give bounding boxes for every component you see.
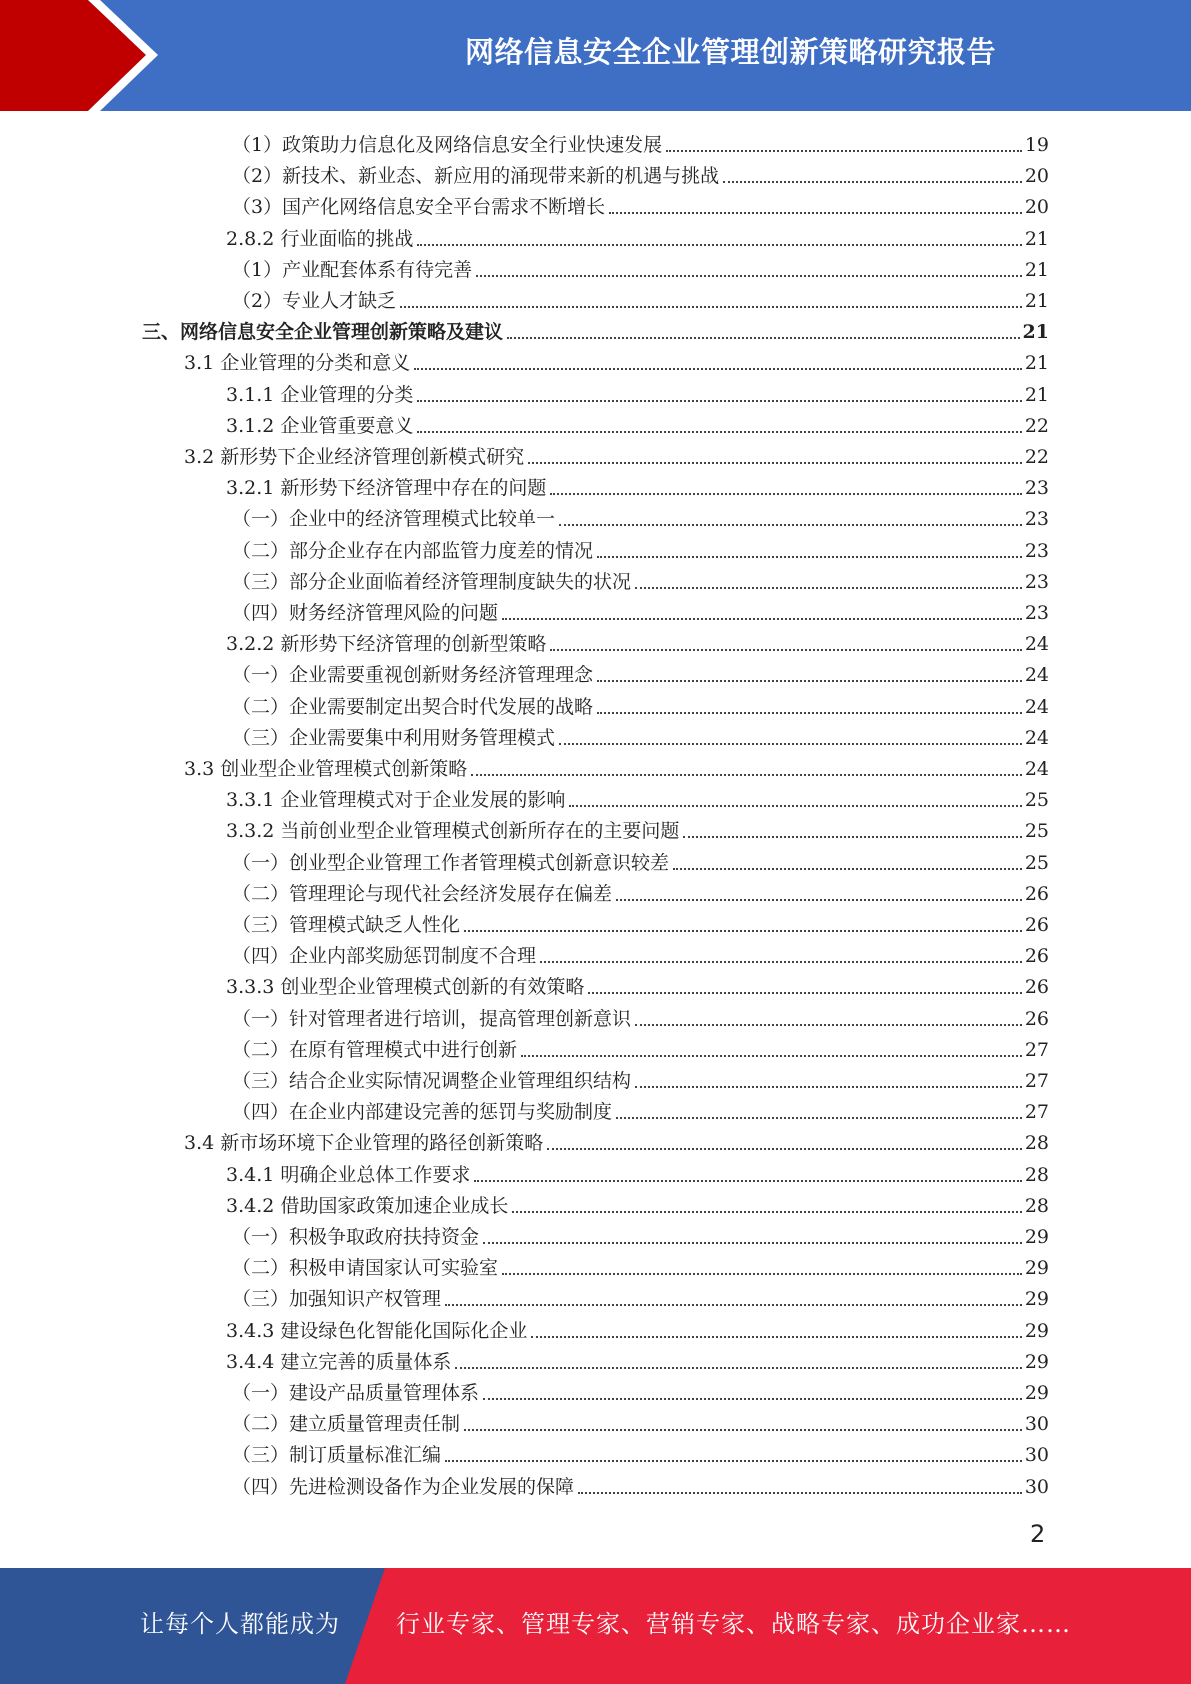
toc-entry-page: 22 bbox=[1024, 415, 1049, 437]
toc-dot-leader bbox=[635, 1086, 1022, 1088]
toc-dot-leader bbox=[483, 1398, 1022, 1400]
toc-dot-leader bbox=[476, 275, 1022, 277]
toc-dot-leader bbox=[471, 774, 1022, 776]
toc-entry[interactable] bbox=[226, 782, 1049, 813]
toc-entry-page: 29 bbox=[1024, 1320, 1049, 1342]
toc-entry-title: （一）企业需要重视创新财务经济管理理念 bbox=[232, 664, 594, 686]
toc-entry[interactable] bbox=[184, 751, 1049, 782]
toc-entry[interactable] bbox=[232, 720, 1049, 751]
toc-entry[interactable] bbox=[232, 689, 1049, 720]
toc-dot-leader bbox=[455, 1367, 1021, 1369]
page-footer bbox=[0, 1568, 1191, 1684]
toc-entry[interactable] bbox=[232, 1032, 1049, 1063]
toc-entry-page: 24 bbox=[1024, 727, 1049, 749]
toc-dot-leader bbox=[417, 400, 1021, 402]
toc-dot-leader bbox=[666, 150, 1022, 152]
toc-entry[interactable] bbox=[226, 1344, 1049, 1375]
toc-dot-leader bbox=[531, 1336, 1021, 1338]
toc-dot-leader bbox=[540, 961, 1022, 963]
toc-entry[interactable] bbox=[232, 564, 1049, 595]
toc-entry-page: 25 bbox=[1024, 852, 1049, 874]
toc-entry[interactable] bbox=[232, 657, 1049, 688]
toc-entry-page: 23 bbox=[1024, 540, 1049, 562]
toc-entry-page: 23 bbox=[1024, 477, 1049, 499]
toc-entry-title: 三、网络信息安全企业管理创新策略及建议 bbox=[142, 321, 504, 343]
toc-entry[interactable] bbox=[226, 626, 1049, 657]
toc-entry[interactable] bbox=[226, 969, 1049, 1000]
toc-entry-page: 19 bbox=[1024, 134, 1049, 156]
toc-entry[interactable] bbox=[232, 907, 1049, 938]
toc-entry-page: 26 bbox=[1024, 914, 1049, 936]
toc-entry-page: 28 bbox=[1024, 1132, 1049, 1154]
toc-entry-title: 3.1.1 企业管理的分类 bbox=[226, 384, 414, 406]
toc-entry-title: （三）结合企业实际情况调整企业管理组织结构 bbox=[232, 1070, 632, 1092]
toc-entry[interactable] bbox=[226, 221, 1049, 252]
toc-entry[interactable] bbox=[142, 314, 1049, 345]
toc-dot-leader bbox=[417, 431, 1021, 433]
toc-entry-title: （四）财务经济管理风险的问题 bbox=[232, 602, 499, 624]
toc-entry-title: （2）专业人才缺乏 bbox=[232, 290, 397, 312]
toc-dot-leader bbox=[502, 1273, 1022, 1275]
toc-entry[interactable] bbox=[232, 283, 1049, 314]
toc-dot-leader bbox=[635, 587, 1022, 589]
toc-entry-title: （二）部分企业存在内部监管力度差的情况 bbox=[232, 540, 594, 562]
toc-entry-title: 3.1 企业管理的分类和意义 bbox=[184, 352, 411, 374]
toc-entry-title: 3.3.1 企业管理模式对于企业发展的影响 bbox=[226, 789, 566, 811]
toc-entry-title: 3.2 新形势下企业经济管理创新模式研究 bbox=[184, 446, 525, 468]
toc-dot-leader bbox=[683, 836, 1021, 838]
toc-entry-page: 23 bbox=[1024, 508, 1049, 530]
toc-entry[interactable] bbox=[226, 1188, 1049, 1219]
toc-entry-page: 23 bbox=[1024, 571, 1049, 593]
toc-entry[interactable] bbox=[232, 501, 1049, 532]
toc-entry-title: （三）管理模式缺乏人性化 bbox=[232, 914, 461, 936]
toc-entry-title: 3.4.2 借助国家政策加速企业成长 bbox=[226, 1195, 509, 1217]
toc-dot-leader bbox=[528, 462, 1022, 464]
footer-slogan-right: 行业专家、管理专家、营销专家、战略专家、成功企业家…… bbox=[396, 1610, 1071, 1638]
toc-entry-title: （3）国产化网络信息安全平台需求不断增长 bbox=[232, 196, 606, 218]
toc-entry-title: 3.2.1 新形势下经济管理中存在的问题 bbox=[226, 477, 547, 499]
toc-dot-leader bbox=[400, 306, 1022, 308]
toc-entry[interactable] bbox=[232, 1250, 1049, 1281]
toc-entry-page: 29 bbox=[1024, 1351, 1049, 1373]
toc-entry-page: 30 bbox=[1024, 1413, 1049, 1435]
toc-entry-title: （二）在原有管理模式中进行创新 bbox=[232, 1039, 518, 1061]
toc-entry-page: 29 bbox=[1024, 1288, 1049, 1310]
toc-entry[interactable] bbox=[226, 1313, 1049, 1344]
toc-entry-title: （四）在企业内部建设完善的惩罚与奖励制度 bbox=[232, 1101, 613, 1123]
toc-entry[interactable] bbox=[232, 1437, 1049, 1468]
toc-entry-page: 25 bbox=[1024, 820, 1049, 842]
toc-dot-leader bbox=[559, 524, 1022, 526]
toc-entry-page: 24 bbox=[1024, 696, 1049, 718]
toc-dot-leader bbox=[616, 899, 1022, 901]
toc-entry-page: 29 bbox=[1024, 1226, 1049, 1248]
toc-entry-title: 3.3.3 创业型企业管理模式创新的有效策略 bbox=[226, 976, 585, 998]
toc-entry-page: 24 bbox=[1024, 664, 1049, 686]
toc-entry-title: 3.2.2 新形势下经济管理的创新型策略 bbox=[226, 633, 547, 655]
toc-entry[interactable] bbox=[184, 345, 1049, 376]
toc-entry[interactable] bbox=[232, 1375, 1049, 1406]
toc-entry-page: 21 bbox=[1024, 228, 1049, 250]
toc-dot-leader bbox=[483, 1242, 1022, 1244]
toc-dot-leader bbox=[597, 712, 1022, 714]
toc-dot-leader bbox=[559, 743, 1022, 745]
toc-dot-leader bbox=[464, 930, 1022, 932]
toc-dot-leader bbox=[616, 1117, 1022, 1119]
toc-dot-leader bbox=[597, 556, 1022, 558]
toc-entry-page: 24 bbox=[1024, 633, 1049, 655]
toc-dot-leader bbox=[502, 618, 1022, 620]
toc-entry[interactable] bbox=[232, 533, 1049, 564]
red-chevron-shape bbox=[0, 0, 146, 111]
toc-entry-title: 2.8.2 行业面临的挑战 bbox=[226, 228, 414, 250]
toc-entry-page: 21 bbox=[1024, 259, 1049, 281]
toc-dot-leader bbox=[597, 680, 1022, 682]
footer-slogan-left: 让每个人都能成为 bbox=[140, 1610, 340, 1638]
toc-entry-page: 28 bbox=[1024, 1164, 1049, 1186]
toc-entry-page: 26 bbox=[1024, 976, 1049, 998]
toc-dot-leader bbox=[550, 493, 1021, 495]
toc-entry[interactable] bbox=[232, 189, 1049, 220]
toc-entry-title: 3.1.2 企业管重要意义 bbox=[226, 415, 414, 437]
document-title: 网络信息安全企业管理创新策略研究报告 bbox=[464, 34, 996, 69]
toc-entry[interactable] bbox=[226, 813, 1049, 844]
toc-dot-leader bbox=[635, 1024, 1022, 1026]
toc-dot-leader bbox=[414, 368, 1022, 370]
toc-entry-title: （二）企业需要制定出契合时代发展的战略 bbox=[232, 696, 594, 718]
toc-entry-page: 21 bbox=[1024, 352, 1049, 374]
toc-entry[interactable] bbox=[232, 1406, 1049, 1437]
toc-dot-leader bbox=[588, 992, 1021, 994]
toc-entry-title: 3.4 新市场环境下企业管理的路径创新策略 bbox=[184, 1132, 544, 1154]
toc-dot-leader bbox=[609, 212, 1022, 214]
toc-dot-leader bbox=[464, 1429, 1022, 1431]
toc-entry-page: 21 bbox=[1024, 384, 1049, 406]
toc-entry[interactable] bbox=[232, 1063, 1049, 1094]
toc-entry[interactable] bbox=[232, 1281, 1049, 1312]
toc-entry-page: 22 bbox=[1024, 446, 1049, 468]
toc-entry[interactable] bbox=[226, 377, 1049, 408]
toc-dot-leader bbox=[550, 649, 1021, 651]
toc-entry-title: 3.4.1 明确企业总体工作要求 bbox=[226, 1164, 471, 1186]
toc-entry-title: （四）先进检测设备作为企业发展的保障 bbox=[232, 1476, 575, 1498]
toc-entry-page: 26 bbox=[1024, 883, 1049, 905]
toc-dot-leader bbox=[507, 337, 1020, 339]
toc-entry[interactable] bbox=[232, 252, 1049, 283]
toc-dot-leader bbox=[445, 1460, 1022, 1462]
toc-entry-title: （一）建设产品质量管理体系 bbox=[232, 1382, 480, 1404]
toc-entry-title: （三）企业需要集中利用财务管理模式 bbox=[232, 727, 556, 749]
toc-entry[interactable] bbox=[184, 439, 1049, 470]
toc-entry-title: （三）制订质量标准汇编 bbox=[232, 1444, 442, 1466]
toc-entry-title: （2）新技术、新业态、新应用的涌现带来新的机遇与挑战 bbox=[232, 165, 720, 187]
toc-entry-page: 20 bbox=[1024, 196, 1049, 218]
toc-entry-title: （1）产业配套体系有待完善 bbox=[232, 259, 473, 281]
toc-entry-title: 3.4.4 建立完善的质量体系 bbox=[226, 1351, 452, 1373]
toc-entry[interactable] bbox=[232, 938, 1049, 969]
toc-dot-leader bbox=[578, 1492, 1022, 1494]
toc-dot-leader bbox=[673, 868, 1022, 870]
toc-entry[interactable] bbox=[232, 158, 1049, 189]
toc-dot-leader bbox=[723, 181, 1022, 183]
toc-entry[interactable] bbox=[232, 595, 1049, 626]
page-header bbox=[0, 0, 1191, 111]
toc-dot-leader bbox=[569, 805, 1021, 807]
toc-entry-title: 3.3.2 当前创业型企业管理模式创新所存在的主要问题 bbox=[226, 820, 680, 842]
toc-entry-page: 25 bbox=[1024, 789, 1049, 811]
toc-entry-page: 21 bbox=[1024, 290, 1049, 312]
toc-entry-page: 23 bbox=[1024, 602, 1049, 624]
toc-entry[interactable] bbox=[226, 470, 1049, 501]
toc-entry-title: （三）加强知识产权管理 bbox=[232, 1288, 442, 1310]
toc-entry-title: （二）管理理论与现代社会经济发展存在偏差 bbox=[232, 883, 613, 905]
toc-entry[interactable] bbox=[232, 1001, 1049, 1032]
toc-entry-title: 3.4.3 建设绿色化智能化国际化企业 bbox=[226, 1320, 528, 1342]
toc-entry[interactable] bbox=[232, 876, 1049, 907]
toc-entry-title: （二）建立质量管理责任制 bbox=[232, 1413, 461, 1435]
toc-entry-title: （1）政策助力信息化及网络信息安全行业快速发展 bbox=[232, 134, 663, 156]
toc-dot-leader bbox=[521, 1055, 1022, 1057]
toc-entry-page: 27 bbox=[1024, 1101, 1049, 1123]
toc-entry-page: 20 bbox=[1024, 165, 1049, 187]
toc-entry-title: （二）积极申请国家认可实验室 bbox=[232, 1257, 499, 1279]
toc-entry[interactable] bbox=[184, 1125, 1049, 1156]
toc-dot-leader bbox=[547, 1148, 1022, 1150]
toc-entry-page: 30 bbox=[1024, 1476, 1049, 1498]
toc-entry[interactable] bbox=[232, 1219, 1049, 1250]
toc-entry-page: 30 bbox=[1024, 1444, 1049, 1466]
toc-entry[interactable] bbox=[232, 1469, 1049, 1500]
toc-entry-page: 29 bbox=[1024, 1257, 1049, 1279]
toc-entry[interactable] bbox=[232, 1094, 1049, 1125]
toc-entry[interactable] bbox=[232, 845, 1049, 876]
toc-entry-page: 27 bbox=[1024, 1070, 1049, 1092]
toc-dot-leader bbox=[417, 244, 1021, 246]
toc-entry-page: 28 bbox=[1024, 1195, 1049, 1217]
toc-dot-leader bbox=[445, 1304, 1022, 1306]
toc-entry[interactable] bbox=[226, 408, 1049, 439]
toc-entry-page: 27 bbox=[1024, 1039, 1049, 1061]
toc-entry-title: （一）积极争取政府扶持资金 bbox=[232, 1226, 480, 1248]
toc-entry[interactable] bbox=[226, 1157, 1049, 1188]
toc-entry-page: 26 bbox=[1024, 945, 1049, 967]
toc-dot-leader bbox=[512, 1211, 1021, 1213]
toc-entry-page: 21 bbox=[1022, 321, 1049, 343]
toc-entry-page: 29 bbox=[1024, 1382, 1049, 1404]
toc-entry[interactable] bbox=[232, 127, 1049, 158]
toc-entry-title: （四）企业内部奖励惩罚制度不合理 bbox=[232, 945, 537, 967]
toc-entry-title: 3.3 创业型企业管理模式创新策略 bbox=[184, 758, 468, 780]
toc-entry-title: （三）部分企业面临着经济管理制度缺失的状况 bbox=[232, 571, 632, 593]
toc-entry-title: （一）针对管理者进行培训，提高管理创新意识 bbox=[232, 1008, 632, 1030]
toc-entry-title: （一）企业中的经济管理模式比较单一 bbox=[232, 508, 556, 530]
page-number: 2 bbox=[1030, 1520, 1046, 1548]
toc-entry-title: （一）创业型企业管理工作者管理模式创新意识较差 bbox=[232, 852, 670, 874]
toc-entry-page: 26 bbox=[1024, 1008, 1049, 1030]
toc-entry-page: 24 bbox=[1024, 758, 1049, 780]
toc-dot-leader bbox=[474, 1180, 1021, 1182]
